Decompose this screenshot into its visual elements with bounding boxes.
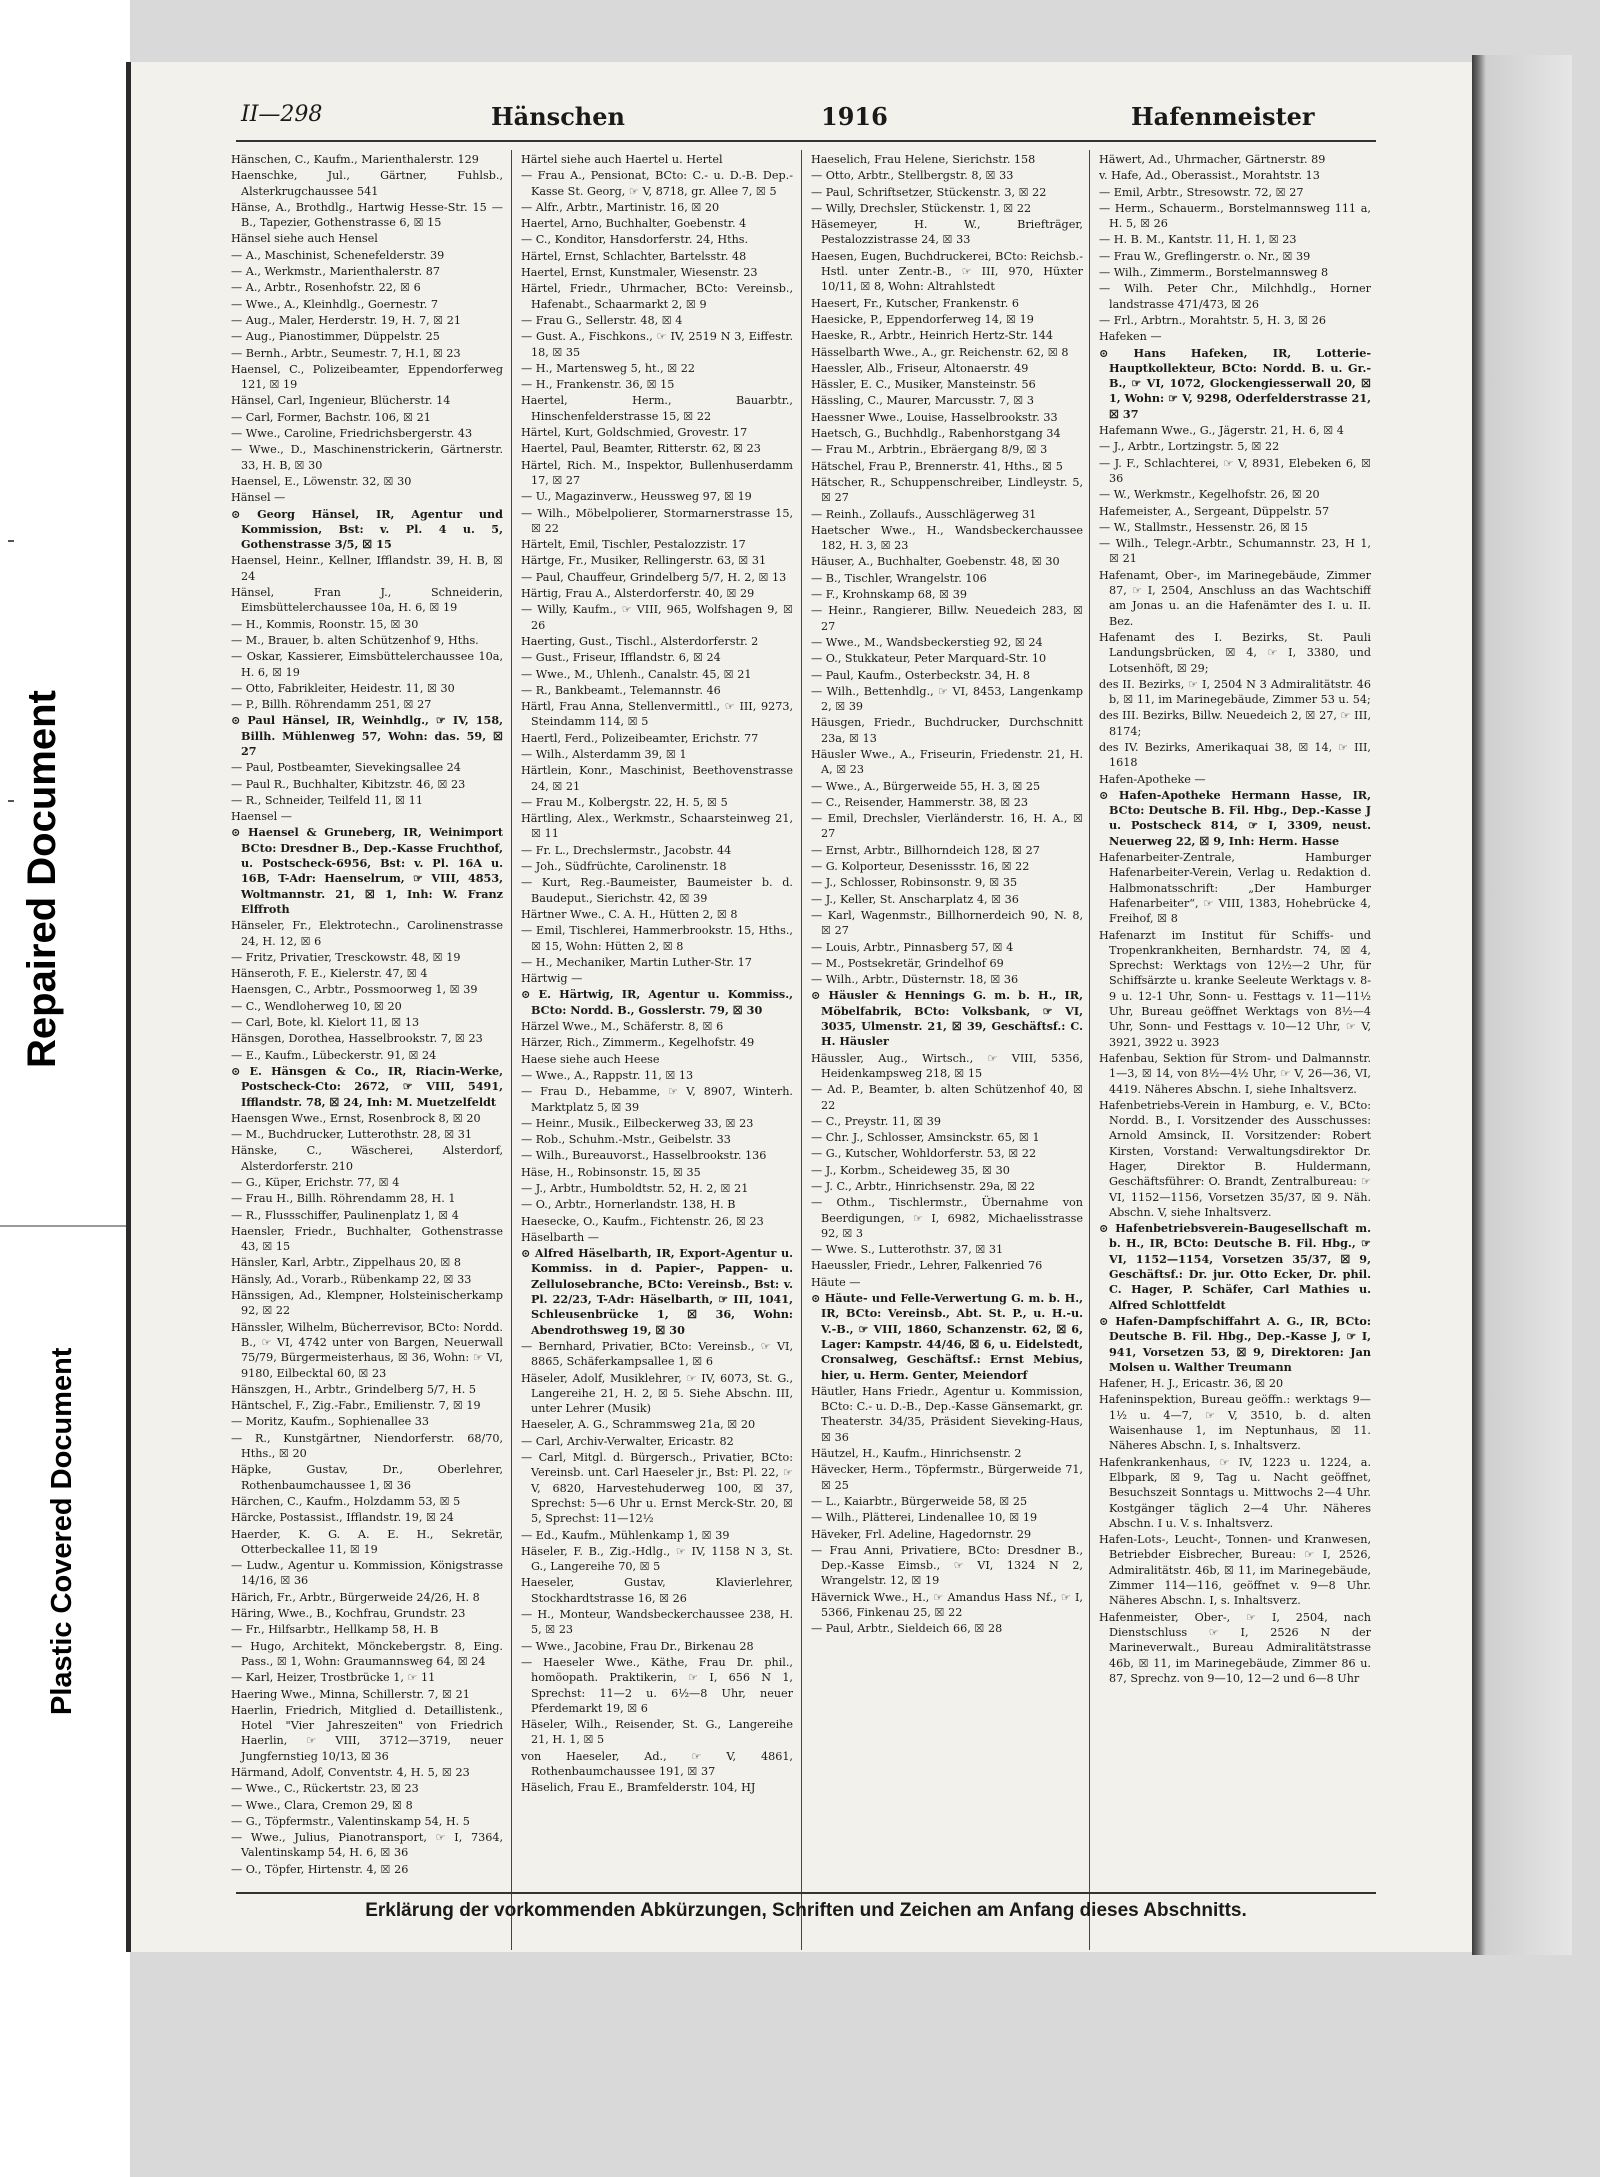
directory-entry: Haertl, Ferd., Polizeibeamter, Erichstr. 77 xyxy=(521,731,759,745)
sidebar-tick xyxy=(8,540,14,542)
directory-entry: Haensler, Friedr., Buchhalter, Gothenstrasse 43, ☒ 15 xyxy=(231,1224,503,1254)
directory-entry: Hänsel siehe auch Hensel xyxy=(231,232,378,246)
first-entry-word: Hänschen xyxy=(491,102,625,131)
directory-entry: — Carl, Mitgl. d. Bürgersch., Privatier, BCto: Vereinsb. unt. Carl Haeseler jr., Bst: Pl. 22, ☞ V, 6820, Harvestehuderweg 100, ☒ 37, Sprechst: 5—6 Uhr u. Ernst Merck-Str. 20, ☒ 5, Sprechst: 11—12½ xyxy=(521,1451,793,1526)
directory-entry: — Gust. A., Fischkons., ☞ IV, 2519 N 3, Eiffestr. 18, ☒ 35 xyxy=(521,330,793,359)
directory-entry: Hänsel — xyxy=(231,491,286,505)
directory-entry: Hafen-Apotheke — xyxy=(1099,772,1206,786)
directory-entry: — Wwe., Julius, Pianotransport, ☞ I, 7364, Valentinskamp 54, H. 6, ☒ 36 xyxy=(231,1831,503,1860)
directory-entry: Haensel — xyxy=(231,810,292,824)
directory-column-4 xyxy=(1099,152,1371,1942)
directory-entry: Härtel, Kurt, Goldschmied, Grovestr. 17 xyxy=(521,426,748,440)
directory-entry: Häpke, Gustav, Dr., Oberlehrer, Rothenbaumchaussee 1, ☒ 36 xyxy=(231,1463,503,1492)
directory-entry: des IV. Bezirks, Amerikaquai 38, ☒ 14, ☞ III, 1618 xyxy=(1099,740,1371,770)
directory-entry: Hänsgen, Dorothea, Hasselbrookstr. 7, ☒ 23 xyxy=(231,1032,483,1046)
directory-entry: ⊙ E. Hänsgen & Co., IR, Riacin-Werke, Postscheck-Cto: 2672, ☞ VIII, 5491, Ifflandstr. 78, ☒ 24, Inh: M. Muetzelfeldt xyxy=(231,1063,503,1109)
directory-entry: — G., Töpfermstr., Valentinskamp 54, H. 5 xyxy=(231,1814,470,1828)
directory-entry: Haensel, C., Polizeibeamter, Eppendorferweg 121, ☒ 19 xyxy=(231,362,503,392)
directory-entry: — Carl, Archiv-Verwalter, Ericastr. 82 xyxy=(521,1434,734,1448)
directory-entry: — Wwe., D., Maschinenstrickerin, Gärtnerstr. 33, H. B, ☒ 30 xyxy=(231,443,503,472)
directory-entry: — J., Keller, St. Anscharplatz 4, ☒ 36 xyxy=(811,892,1019,906)
directory-entry: — R., Flussschiffer, Paulinenplatz 1, ☒ 4 xyxy=(231,1208,459,1222)
last-entry-word: Hafenmeister xyxy=(1131,102,1315,131)
directory-entry: — Wilh. Peter Chr., Milchhdlg., Horner landstrasse 471/473, ☒ 26 xyxy=(1099,282,1371,311)
directory-entry: — Frau M., Kolbergstr. 22, H. 5, ☒ 5 xyxy=(521,795,728,809)
directory-entry: — C., Preystr. 11, ☒ 39 xyxy=(811,1114,942,1128)
directory-entry: — Othm., Tischlermstr., Übernahme von Beerdigungen, ☞ I, 6982, Michaelisstrasse 92, ☒ 3 xyxy=(811,1196,1083,1240)
directory-entry: — Wwe., Clara, Cremon 29, ☒ 8 xyxy=(231,1798,413,1812)
header-rule xyxy=(236,140,1376,142)
directory-entry: ⊙ Hafen-Apotheke Hermann Hasse, IR, BCto: Deutsche B. Fil. Hbg., Dep.-Kasse J u. Postscheck 814, ☞ I, 3309, neust. Neuerweg 22, ☒ 9, Inh: Herm. Hasse xyxy=(1099,787,1371,848)
directory-entry: — Heinr., Musik., Eilbeckerweg 33, ☒ 23 xyxy=(521,1116,754,1130)
directory-entry: Haensel, E., Löwenstr. 32, ☒ 30 xyxy=(231,474,412,488)
directory-entry: — H., Martensweg 5, ht., ☒ 22 xyxy=(521,361,696,375)
directory-entry: Haesert, Fr., Kutscher, Frankenstr. 6 xyxy=(811,296,1019,310)
directory-entry: Hätschel, Frau P., Brennerstr. 41, Hths., ☒ 5 xyxy=(811,459,1063,473)
directory-entry: — G., Küper, Erichstr. 77, ☒ 4 xyxy=(231,1176,400,1189)
directory-entry: — Wilh., Bettenhdlg., ☞ VI, 8453, Langenkamp 2, ☒ 39 xyxy=(811,684,1083,714)
directory-year: 1916 xyxy=(821,102,888,131)
directory-entry: — U., Magazinverw., Heussweg 97, ☒ 19 xyxy=(521,490,752,504)
directory-entry: — Fr. L., Drechslermstr., Jacobstr. 44 xyxy=(521,843,732,857)
directory-entry: Hänseroth, F. E., Kielerstr. 47, ☒ 4 xyxy=(231,967,428,981)
directory-entry: — Frau M., Arbtrin., Ebräergang 8/9, ☒ 3 xyxy=(811,443,1048,457)
directory-entry: — M., Buchdrucker, Lutterothstr. 28, ☒ 31 xyxy=(231,1128,473,1142)
directory-entry: — Frau H., Billh. Röhrendamm 28, H. 1 xyxy=(231,1192,456,1206)
directory-entry: Haesicke, P., Eppendorferweg 14, ☒ 19 xyxy=(811,312,1034,326)
directory-entry: Härtge, Fr., Musiker, Rellingerstr. 63, ☒ 31 xyxy=(521,554,767,568)
sidebar-tick xyxy=(8,800,14,802)
directory-entry: Härtel, Friedr., Uhrmacher, BCto: Vereinsb., Hafenabt., Schaarmarkt 2, ☒ 9 xyxy=(521,282,793,311)
directory-entry: — Wilh., Arbtr., Düsternstr. 18, ☒ 36 xyxy=(811,973,1019,987)
directory-entry: — Paul, Arbtr., Sieldeich 66, ☒ 28 xyxy=(811,1622,1003,1636)
directory-entry: — W., Werkmstr., Kegelhofstr. 26, ☒ 20 xyxy=(1099,488,1320,502)
directory-entry: Hafeninspektion, Bureau geöffn.: werktags 9—1½ u. 4—7, ☞ V, 3510, b. d. alten Waisenhause 1, im Neptunhaus, ☒ 11. Näheres Abschn. I, s. Inhaltsverz. xyxy=(1099,1393,1371,1453)
directory-entry: — Frau A., Pensionat, BCto: C.- u. D.-B. Dep.-Kasse St. Georg, ☞ V, 8718, gr. Allee 7, ☒ 5 xyxy=(521,169,793,198)
directory-entry: — Wilh., Telegr.-Arbtr., Schumannstr. 23, H 1, ☒ 21 xyxy=(1099,537,1371,566)
directory-entry: — Karl, Heizer, Trostbrücke 1, ☞ 11 xyxy=(231,1671,436,1685)
directory-entry: — Bernhard, Privatier, BCto: Vereinsb., ☞ VI, 8865, Schäferkampsallee 1, ☒ 6 xyxy=(521,1339,793,1369)
directory-entry: Härtlein, Konr., Maschinist, Beethovenstrasse 24, ☒ 21 xyxy=(521,764,793,793)
directory-entry: — Oskar, Kassierer, Eimsbüttelerchaussee 10a, H. 6, ☒ 19 xyxy=(231,650,503,679)
directory-entry: Häveker, Frl. Adeline, Hagedornstr. 29 xyxy=(811,1527,1032,1541)
directory-entry: Hävernick Wwe., H., ☞ Amandus Hass Nf., ☞ I, 5366, Finkenau 25, ☒ 22 xyxy=(811,1590,1083,1620)
directory-entry: Hafenkrankenhaus, ☞ IV, 1223 u. 1224, a. Elbpark, ☒ 9, Tag u. Nacht geöffnet, Besuchszeit Sonntags u. Mittwochs 2—4 Uhr. Kostgänger täglich 2—4 Uhr. Näheres Abschn. I u. V. s. Inhaltsverz. xyxy=(1099,1455,1371,1530)
directory-entry: Häwert, Ad., Uhrmacher, Gärtnerstr. 89 xyxy=(1099,153,1326,166)
directory-entry: — M., Brauer, b. alten Schützenhof 9, Hths. xyxy=(231,633,479,647)
directory-entry: ⊙ Hafenbetriebsverein-Baugesellschaft m. b. H., IR, BCto: Deutsche B. Fil. Hbg., ☞ VI, 1152—1154, Vorsetzen 35/37, ☒ 9, Geschäftsf.: Dr. jur. Otto Ecker, Dr. phil. C. Hager, P. Schäfer, Carl Mathies u. Alfred Schlottfeldt xyxy=(1099,1221,1371,1312)
directory-entry: — Ludw., Agentur u. Kommission, Königstrasse 14/16, ☒ 36 xyxy=(231,1559,503,1588)
directory-entry: Hänsly, Ad., Vorarb., Rübenkamp 22, ☒ 33 xyxy=(231,1272,472,1286)
directory-entry: — C., Konditor, Hansdorferstr. 24, Hths. xyxy=(521,233,749,247)
directory-entry: Hätscher, R., Schuppenschreiber, Lindleystr. 5, ☒ 27 xyxy=(811,475,1083,505)
directory-entry: Haessner Wwe., Louise, Hasselbrookstr. 33 xyxy=(811,410,1058,424)
directory-entry: Haenschke, Jul., Gärtner, Fuhlsb., Alsterkrugchaussee 541 xyxy=(231,169,503,198)
directory-entry: ⊙ Häute- und Felle-Verwertung G. m. b. H., IR, BCto: Vereinsb., Abt. St. P., u. H.-u. V.-B., ☞ VIII, 1860, Schanzenstr. 62, ☒ 6, Lager: Kampstr. 44/46, ☒ 6, u. Eidelstedt, Cronsalweg, Geschäftsf.: Ernst Mebius, hier, u. Herm. Genter, Meiendorf xyxy=(811,1291,1083,1382)
directory-entry: Häussler, Aug., Wirtsch., ☞ VIII, 5356, Heidenkampsweg 218, ☒ 15 xyxy=(811,1051,1083,1080)
directory-entry: Haensel, Heinr., Kellner, Ifflandstr. 39, H. B, ☒ 24 xyxy=(231,554,503,583)
directory-entry: — Paul, Postbeamter, Sievekingsallee 24 xyxy=(231,761,461,775)
directory-entry: ⊙ Paul Hänsel, IR, Weinhdlg., ☞ IV, 158, Billh. Mühlenweg 57, Wohn: das. 59, ☒ 27 xyxy=(231,713,503,758)
column-rule xyxy=(511,150,512,1950)
directory-entry: — B., Tischler, Wrangelstr. 106 xyxy=(811,571,987,585)
directory-entry: — Ad. P., Beamter, b. alten Schützenhof 40, ☒ 22 xyxy=(811,1083,1083,1112)
directory-entry: — H., Frankenstr. 36, ☒ 15 xyxy=(521,378,675,392)
directory-entry: — H., Kommis, Roonstr. 15, ☒ 30 xyxy=(231,617,419,631)
directory-entry: — J., Korbm., Scheideweg 35, ☒ 30 xyxy=(811,1163,1010,1177)
directory-entry: — Otto, Arbtr., Stellbergstr. 8, ☒ 33 xyxy=(811,169,1014,183)
directory-entry: Häutzel, H., Kaufm., Hinrichsenstr. 2 xyxy=(811,1447,1022,1461)
directory-entry: Häutler, Hans Friedr., Agentur u. Kommission, BCto: C.- u. D.-B., Dep.-Kasse Gänsemarkt, gr. Theaterstr. 34/35, Präsident Sieveking-Haus, ☒ 36 xyxy=(811,1384,1083,1444)
directory-entry: Häusgen, Friedr., Buchdrucker, Durchschnitt 23a, ☒ 13 xyxy=(811,716,1083,745)
directory-entry: — Wilh., Alsterdamm 39, ☒ 1 xyxy=(521,747,687,761)
directory-entry: Häse, H., Robinsonstr. 15, ☒ 35 xyxy=(521,1165,701,1179)
directory-entry: — Wwe., Jacobine, Frau Dr., Birkenau 28 xyxy=(521,1639,754,1653)
directory-entry: Härich, Fr., Arbtr., Bürgerweide 24/26, H. 8 xyxy=(231,1590,480,1604)
directory-entry: Häring, Wwe., B., Kochfrau, Grundstr. 23 xyxy=(231,1607,466,1621)
directory-entry: Härtling, Alex., Werkmstr., Schaarsteinweg 21, ☒ 11 xyxy=(521,812,793,841)
directory-entry: Haetsch, G., Buchhdlg., Rabenhorstgang 34 xyxy=(811,427,1061,441)
directory-entry: — H., Monteur, Wandsbeckerchaussee 238, H. 5, ☒ 23 xyxy=(521,1608,793,1637)
directory-entry: Härtelt, Emil, Tischler, Pestalozzistr. 17 xyxy=(521,538,746,552)
directory-entry: Härzel Wwe., M., Schäferstr. 8, ☒ 6 xyxy=(521,1020,724,1034)
directory-entry: — Wilh., Plätterei, Lindenallee 10, ☒ 19 xyxy=(811,1511,1038,1525)
directory-entry: Haeselich, Frau Helene, Sierichstr. 158 xyxy=(811,153,1036,166)
directory-entry: — Bernh., Arbtr., Seumestr. 7, H.1, ☒ 23 xyxy=(231,346,461,360)
directory-entry: ⊙ E. Härtwig, IR, Agentur u. Kommiss., BCto: Nordd. B., Gosslerstr. 79, ☒ 30 xyxy=(521,987,793,1017)
directory-entry: Hänseler, Fr., Elektrotechn., Carolinenstrasse 24, H. 12, ☒ 6 xyxy=(231,919,503,948)
directory-entry: — Wwe., M., Uhlenh., Canalstr. 45, ☒ 21 xyxy=(521,667,752,681)
directory-entry: Häseler, Wilh., Reisender, St. G., Langereihe 21, H. 1, ☒ 5 xyxy=(521,1718,793,1747)
directory-entry: — Louis, Arbtr., Pinnasberg 57, ☒ 4 xyxy=(811,940,1014,954)
directory-entry: — C., Wendloherweg 10, ☒ 20 xyxy=(231,999,402,1013)
directory-entry: Haensgen, C., Arbtr., Possmoorweg 1, ☒ 39 xyxy=(231,983,478,997)
directory-entry: — Emil, Drechsler, Vierländerstr. 16, H. A., ☒ 27 xyxy=(811,812,1083,841)
directory-entry: — Emil, Arbtr., Stresowstr. 72, ☒ 27 xyxy=(1099,185,1304,199)
directory-entry: — W., Stallmstr., Hessenstr. 26, ☒ 15 xyxy=(1099,520,1308,534)
directory-entry: Hänsler, Karl, Arbtr., Zippelhaus 20, ☒ 8 xyxy=(231,1256,462,1270)
directory-entry: Hafenmeister, Ober-, ☞ I, 2504, nach Dienstschluss ☞ I, 2526 N der Marineverwalt., Bureau Admiralitätstrasse 46b, ☒ 11, im Marinegebäude, Zimmer 86 u. 87, Sprechz. von 9—10, 12—2 und 6—8 Uhr xyxy=(1099,1610,1371,1685)
directory-entry: — Wwe., M., Wandsbeckerstieg 92, ☒ 24 xyxy=(811,635,1043,649)
directory-entry: — Heinr., Rangierer, Billw. Neuedeich 283, ☒ 27 xyxy=(811,604,1083,633)
directory-column-3 xyxy=(811,152,1083,1942)
directory-entry: Haerder, K. G. A. E. H., Sekretär, Otterbeckallee 11, ☒ 19 xyxy=(231,1527,503,1556)
directory-entry: Häuser, A., Buchhalter, Goebenstr. 48, ☒ 30 xyxy=(811,555,1060,569)
footer-rule xyxy=(236,1892,1376,1894)
directory-entry: Hafenarbeiter-Zentrale, Hamburger Hafenarbeiter-Verein, Verlag u. Redaktion d. Halbmonatsschrift: „Der Hamburger Hafenarbeiter“, ☞ VIII, 1383, Hohebrücke 4, Freihof, ☒ 8 xyxy=(1099,851,1371,926)
page-edge xyxy=(1472,55,1572,1955)
directory-entry: Hänssigen, Ad., Klempner, Holsteinischerkamp 92, ☒ 22 xyxy=(231,1289,503,1318)
directory-entry: — Gust., Friseur, Ifflandstr. 6, ☒ 24 xyxy=(521,651,721,665)
page-header xyxy=(241,102,1371,132)
directory-entry: von Haeseler, Ad., ☞ V, 4861, Rothenbaumchaussee 191, ☒ 37 xyxy=(521,1749,793,1778)
directory-entry: — O., Töpfer, Hirtenstr. 4, ☒ 26 xyxy=(231,1862,409,1876)
directory-entry: — Wwe., C., Rückertstr. 23, ☒ 23 xyxy=(231,1782,419,1796)
directory-entry: Härtl, Frau Anna, Stellenvermittl., ☞ III, 9273, Steindamm 114, ☒ 5 xyxy=(521,700,793,729)
directory-entry: Hänse, A., Brothdlg., Hartwig Hesse-Str. 15 — B., Tapezier, Gothenstrasse 6, ☒ 15 xyxy=(231,200,503,230)
directory-entry: — Paul, Kaufm., Osterbeckstr. 34, H. 8 xyxy=(811,668,1030,682)
directory-entry: Hafeken — xyxy=(1099,330,1162,344)
directory-entry: ⊙ Hafen-Dampfschiffahrt A. G., IR, BCto: Deutsche B. Fil. Hbg., Dep.-Kasse J, ☞ I, 941, Vorsetzen 53, ☒ 9, Direktoren: Jan Molsen u. Walther Treumann xyxy=(1099,1313,1371,1374)
directory-entry: Haeseler, Gustav, Klavierlehrer, Stockhardtstrasse 16, ☒ 26 xyxy=(521,1576,793,1605)
directory-entry: Haeussler, Friedr., Lehrer, Falkenried 76 xyxy=(811,1259,1043,1273)
directory-entry: — Wilh., Bureauvorst., Hasselbrookstr. 136 xyxy=(521,1149,767,1163)
directory-entry: Haetscher Wwe., H., Wandsbeckerchaussee 182, H. 3, ☒ 23 xyxy=(811,523,1083,553)
directory-entry: — Frau Anni, Privatiere, BCto: Dresdner B., Dep.-Kasse Eimsb., ☞ VI, 1324 N 2, Wrangelstr. 12, ☒ 19 xyxy=(811,1543,1083,1588)
directory-entry: Hafener, H. J., Ericastr. 36, ☒ 20 xyxy=(1099,1377,1284,1391)
directory-entry: — H., Mechaniker, Martin Luther-Str. 17 xyxy=(521,955,752,969)
directory-entry: — Emil, Tischlerei, Hammerbrookstr. 15, Hths., ☒ 15, Wohn: Hütten 2, ☒ 8 xyxy=(521,924,793,953)
directory-entry: — Rob., Schuhm.-Mstr., Geibelstr. 33 xyxy=(521,1133,731,1147)
directory-entry: — Frau D., Hebamme, ☞ V, 8907, Winterh. Marktplatz 5, ☒ 39 xyxy=(521,1085,793,1114)
column-rule xyxy=(801,150,802,1950)
scanned-page xyxy=(126,62,1472,1952)
directory-entry: — Willy, Drechsler, Stückenstr. 1, ☒ 22 xyxy=(811,201,1032,215)
directory-entry: Härtel siehe auch Haertel u. Hertel xyxy=(521,153,723,166)
directory-entry: Häselich, Frau E., Bramfelderstr. 104, HJ xyxy=(521,1781,756,1795)
directory-entry: ⊙ Hans Hafeken, IR, Lotterie-Hauptkollekteur, BCto: Nordd. B. u. Gr.-B., ☞ VI, 1072, Glockengiesserwall 20, ☒ 1, Wohn: ☞ V, 9298, Oderfelderstrasse 21, ☒ 37 xyxy=(1099,345,1371,421)
directory-column-2 xyxy=(521,152,793,1942)
directory-entry: Häute — xyxy=(811,1275,861,1289)
directory-entry: — J., Schlosser, Robinsonstr. 9, ☒ 35 xyxy=(811,876,1018,890)
directory-entry: — Hugo, Architekt, Mönckebergstr. 8, Eing. Pass., ☒ 1, Wohn: Graumannsweg 64, ☒ 24 xyxy=(231,1639,503,1668)
directory-entry: Haertel, Arno, Buchhalter, Goebenstr. 4 xyxy=(521,217,747,231)
directory-entry: — A., Arbtr., Rosenhofstr. 22, ☒ 6 xyxy=(231,281,421,295)
directory-entry: — Wwe. S., Lutterothstr. 37, ☒ 31 xyxy=(811,1243,1004,1257)
plastic-covered-label: Plastic Covered Document xyxy=(46,1347,78,1715)
directory-entry: Hafenamt, Ober-, im Marinegebäude, Zimmer 87, ☞ I, 2504, Anschluss an das Wachtschiff am Jonas u. an die Hafenämter des I. u. II. Bez. xyxy=(1099,568,1371,628)
directory-entry: Härtner Wwe., C. A. H., Hütten 2, ☒ 8 xyxy=(521,907,738,921)
directory-entry: — Paul, Chauffeur, Grindelberg 5/7, H. 2, ☒ 13 xyxy=(521,570,787,584)
directory-entry: Hässelbarth Wwe., A., gr. Reichenstr. 62, ☒ 8 xyxy=(811,345,1069,359)
directory-entry: Haertel, Paul, Beamter, Ritterstr. 62, ☒ 23 xyxy=(521,442,761,456)
directory-entry: — Wwe., Caroline, Friedrichsbergerstr. 43 xyxy=(231,427,473,441)
directory-entry: Haesecke, O., Kaufm., Fichtenstr. 26, ☒ 23 xyxy=(521,1214,764,1228)
directory-entry: — Fritz, Privatier, Tresckowstr. 48, ☒ 19 xyxy=(231,950,461,964)
directory-entry: Härtel, Rich. M., Inspektor, Bullenhuserdamm 17, ☒ 27 xyxy=(521,458,793,487)
directory-entry: Hänsel, Fran J., Schneiderin, Eimsbüttelerchaussee 10a, H. 6, ☒ 19 xyxy=(231,586,503,615)
directory-entry: — Fr., Hilfsarbtr., Hellkamp 58, H. B xyxy=(231,1623,439,1637)
directory-entry: — P., Billh. Röhrendamm 251, ☒ 27 xyxy=(231,698,432,712)
sidebar-panel xyxy=(0,0,130,2177)
page-number: II—298 xyxy=(241,102,323,127)
directory-entry: — O., Stukkateur, Peter Marquard-Str. 10 xyxy=(811,652,1047,666)
directory-entry: — Frau W., Greflingerstr. o. Nr., ☒ 39 xyxy=(1099,249,1311,263)
directory-entry: Hafemeister, A., Sergeant, Düppelstr. 57 xyxy=(1099,504,1330,518)
column-rule xyxy=(1089,150,1090,1950)
directory-entry: Hänssler, Wilhelm, Bücherrevisor, BCto: Nordd. B., ☞ VI, 4742 unter von Bargen, Neuerwall 75/79, Bürgermeisterhaus, ☒ 36, Wohn: ☞ VI, 9180, Eilbecktal 60, ☒ 23 xyxy=(231,1320,503,1380)
directory-entry: — R., Schneider, Teilfeld 11, ☒ 11 xyxy=(231,793,423,807)
directory-entry: Haesen, Eugen, Buchdruckerei, BCto: Reichsb.-Hstl. unter Zentr.-B., ☞ III, 970, Hüxter 10/11, ☒ 8, Wohn: Altrahlstedt xyxy=(811,249,1083,294)
directory-entry: — H. B. M., Kantstr. 11, H. 1, ☒ 23 xyxy=(1099,233,1297,247)
directory-entry: ⊙ Alfred Häselbarth, IR, Export-Agentur u. Kommiss. in d. Papier-, Pappen- u. Zellulosebranche, BCto: Vereinsb., Bst: v. Pl. 22/23, T-Adr: Häselbarth, ☞ III, 1041, Schleusenbrücke 1, ☒ 36, Wohn: Abendrothsweg 19, ☒ 30 xyxy=(521,1246,793,1337)
directory-entry: Hafenarzt im Institut für Schiffs- und Tropenkrankheiten, Bernhardstr. 74, ☒ 4, Sprechst: Werktags von 12½—2 Uhr, für Schiffsärzte u. kranke Seeleute Werktags v. 8-9 u. 12-1 Uhr, Sonn- u. Festtags v. 11—11½ Uhr, Bureau geöffnet Werktags von 8½—4 Uhr, Sonn- und Festtags v. 10—12 Uhr, ☞ V, 3921, 3922 u. 3923 xyxy=(1099,928,1371,1049)
directory-entry: Härzer, Rich., Zimmerm., Kegelhofstr. 49 xyxy=(521,1036,755,1050)
directory-entry: ⊙ Georg Hänsel, IR, Agentur und Kommission, Bst: v. Pl. 4 u. 5, Gothenstrasse 3/5, ☒ 15 xyxy=(231,506,503,552)
directory-entry: Hafen-Lots-, Leucht-, Tonnen- und Kranwesen, Betriebder Eisbrecher, Bureau: ☞ I, 2526, Admiralitätstr. 46b, ☒ 11, im Marinegebäude, Zimmer 114—116, geöffnet v. 9—8 Uhr. Näheres Abschn. I, s. Inhaltsverz. xyxy=(1099,1533,1371,1608)
directory-entry: Haessler, Alb., Friseur, Altonaerstr. 49 xyxy=(811,361,1029,375)
directory-entry: — Joh., Südfrüchte, Carolinenstr. 18 xyxy=(521,860,727,874)
directory-entry: — Paul, Schriftsetzer, Stückenstr. 3, ☒ 22 xyxy=(811,185,1047,199)
directory-entry: Haertel, Herm., Bauarbtr., Hinschenfelderstrasse 15, ☒ 22 xyxy=(521,394,793,423)
directory-entry: Hässling, C., Maurer, Marcusstr. 7, ☒ 3 xyxy=(811,394,1034,408)
directory-entry: Härtig, Frau A., Alsterdorferstr. 40, ☒ 29 xyxy=(521,587,755,601)
directory-entry: — J. F., Schlachterei, ☞ V, 8931, Elebeken 6, ☒ 36 xyxy=(1099,456,1371,485)
directory-entry: — Ernst, Arbtr., Billhorndeich 128, ☒ 27 xyxy=(811,843,1040,857)
sidebar-divider xyxy=(0,1225,130,1227)
directory-entry: — Aug., Pianostimmer, Düppelstr. 25 xyxy=(231,330,440,344)
directory-entry: Hafenbetriebs-Verein in Hamburg, e. V., BCto: Nordd. B., I. Vorsitzender des Ausschusses: Arnold Amsinck, II. Vorsitzender: Robert Kirsten, Vorstand: Verwaltungsdirektor Dr. Hager, Direktor B. Huldermann, Geschäftsführer: O. Brandt, Zentralbureau: ☞ VI, 1152—1156, Vorsetzen 35/37, ☒ 9. Näh. Abschn. V, siehe Inhaltsverz. xyxy=(1099,1098,1371,1219)
directory-entry: — Paul R., Buchhalter, Kibitzstr. 46, ☒ 23 xyxy=(231,777,466,791)
directory-entry: v. Hafe, Ad., Oberassist., Morahtstr. 13 xyxy=(1099,169,1320,183)
directory-entry: Hänschen, C., Kaufm., Marienthalerstr. 129 xyxy=(231,153,479,166)
directory-entry: des III. Bezirks, Billw. Neuedeich 2, ☒ 27, ☞ III, 8174; xyxy=(1099,709,1371,738)
directory-entry: Häseler, F. B., Zig.-Hdlg., ☞ IV, 1158 N 3, St. G., Langereihe 70, ☒ 5 xyxy=(521,1544,793,1574)
directory-entry: Häseler, Adolf, Musiklehrer, ☞ IV, 6073, St. G., Langereihe 21, H. 2, ☒ 5. Siehe Abschn. III, unter Lehrer (Musik) xyxy=(521,1371,793,1416)
directory-entry: — Wilh., Zimmerm., Borstelmannsweg 8 xyxy=(1099,266,1329,280)
directory-entry: — R., Bankbeamt., Telemannstr. 46 xyxy=(521,683,721,697)
directory-entry: — E., Kaufm., Lübeckerstr. 91, ☒ 24 xyxy=(231,1048,437,1062)
directory-entry: Härchen, C., Kaufm., Holzdamm 53, ☒ 5 xyxy=(231,1494,461,1508)
directory-entry: — M., Postsekretär, Grindelhof 69 xyxy=(811,956,1004,970)
abbreviation-note: Erklärung der vorkommenden Abkürzungen, Schriften und Zeichen am Anfang dieses Abschnitts. xyxy=(365,1900,1247,1921)
directory-entry: — Frl., Arbtrn., Morahtstr. 5, H. 3, ☒ 26 xyxy=(1099,313,1326,327)
directory-entry: — Aug., Maler, Herderstr. 19, H. 7, ☒ 21 xyxy=(231,313,462,327)
directory-entry: — Wwe., A., Kleinhdlg., Goernestr. 7 xyxy=(231,297,439,311)
directory-entry: — Wilh., Möbelpolierer, Stormarnerstrasse 15, ☒ 22 xyxy=(521,506,793,535)
directory-entry: — Willy, Kaufm., ☞ VIII, 965, Wolfshagen 9, ☒ 26 xyxy=(521,603,793,632)
directory-entry: Haeseler, A. G., Schrammsweg 21a, ☒ 20 xyxy=(521,1418,756,1432)
directory-entry: — O., Arbtr., Hornerlandstr. 138, H. B xyxy=(521,1198,736,1212)
directory-entry: — Wwe., A., Bürgerweide 55, H. 3, ☒ 25 xyxy=(811,779,1041,793)
directory-entry: ⊙ Haensel & Gruneberg, IR, Weinimport BCto: Dresdner B., Dep.-Kasse Fruchthof, u. Postscheck-6956, Bst: v. Pl. 16A u. 16B, T-Adr: Haenselrum, ☞ VIII, 4853, Woltmannstr. 21, ☒ 1, Inh: W. Franz Elffroth xyxy=(231,825,503,916)
directory-entry: Haertel, Ernst, Kunstmaler, Wiesenstr. 23 xyxy=(521,266,758,280)
directory-entry: Haensgen Wwe., Ernst, Rosenbrock 8, ☒ 20 xyxy=(231,1111,481,1125)
directory-entry: — C., Reisender, Hammerstr. 38, ☒ 23 xyxy=(811,795,1029,809)
directory-entry: — R., Kunstgärtner, Niendorferstr. 68/70, Hths., ☒ 20 xyxy=(231,1431,503,1461)
directory-entry: Hafemann Wwe., G., Jägerstr. 21, H. 6, ☒ 4 xyxy=(1099,424,1344,438)
directory-entry: Häselbarth — xyxy=(521,1230,599,1244)
directory-entry: — J., Arbtr., Humboldtstr. 52, H. 2, ☒ 21 xyxy=(521,1182,749,1195)
directory-entry: Hänske, C., Wäscherei, Alsterdorf, Alsterdorferstr. 210 xyxy=(231,1144,503,1173)
directory-entry: Haeske, R., Arbtr., Heinrich Hertz-Str. 144 xyxy=(811,329,1054,343)
directory-entry: ⊙ Häusler & Hennings G. m. b. H., IR, Möbelfabrik, BCto: Volksbank, ☞ VI, 3035, Ulmenstr. 21, ☒ 39, Geschäftsf.: C. H. Häusler xyxy=(811,988,1083,1049)
directory-entry: Härmand, Adolf, Conventstr. 4, H. 5, ☒ 23 xyxy=(231,1765,470,1779)
directory-entry: Haering Wwe., Minna, Schillerstr. 7, ☒ 21 xyxy=(231,1687,470,1701)
directory-entry: — Otto, Fabrikleiter, Heidestr. 11, ☒ 30 xyxy=(231,681,455,695)
directory-entry: Hävecker, Herm., Töpfermstr., Bürgerweide 71, ☒ 25 xyxy=(811,1463,1083,1492)
directory-entry: — Alfr., Arbtr., Martinistr. 16, ☒ 20 xyxy=(521,200,720,214)
directory-entry: — Moritz, Kaufm., Sophienallee 33 xyxy=(231,1415,430,1429)
directory-entry: — A., Maschinist, Schenefelderstr. 39 xyxy=(231,248,445,262)
directory-entry: — L., Kaiarbtr., Bürgerweide 58, ☒ 25 xyxy=(811,1494,1028,1508)
directory-entry: — Haeseler Wwe., Käthe, Frau Dr. phil., homöopath. Praktikerin, ☞ I, 656 N 1, Sprechst: 11—2 u. 6½—8 Uhr, neuer Pferdemarkt 19, ☒ 6 xyxy=(521,1655,793,1715)
directory-entry: Hässler, E. C., Musiker, Mansteinstr. 56 xyxy=(811,378,1036,392)
directory-entry: Hafenamt des I. Bezirks, St. Pauli Landungsbrücken, ☒ 4, ☞ I, 3380, und Lotsenhöft, ☒ 29; xyxy=(1099,630,1371,675)
directory-entry: — Carl, Bote, kl. Kielort 11, ☒ 13 xyxy=(231,1016,420,1030)
directory-entry: Härcke, Postassist., Ifflandstr. 19, ☒ 24 xyxy=(231,1511,454,1525)
directory-entry: Haerlin, Friedrich, Mitglied d. Detaillistenk., Hotel "Vier Jahreszeiten" von Friedrich Haerlin, ☞ VIII, 3712—3719, neuer Jungfernstieg 10/13, ☒ 36 xyxy=(231,1703,503,1763)
directory-column-1 xyxy=(231,152,503,1942)
directory-entry: — Carl, Former, Bachstr. 106, ☒ 21 xyxy=(231,410,431,424)
directory-entry: Hafenbau, Sektion für Strom- und Dalmannstr. 1—3, ☒ 14, von 8½—4½ Uhr, ☞ V, 26—36, VI, 4419. Näheres Abschn. I, siehe Inhaltsverz. xyxy=(1099,1051,1371,1096)
directory-entry: — Kurt, Reg.-Baumeister, Baumeister b. d. Baudeput., Sierichstr. 42, ☒ 39 xyxy=(521,876,793,905)
directory-entry: — F., Krohnskamp 68, ☒ 39 xyxy=(811,588,967,602)
directory-entry: — G., Kutscher, Wohldorferstr. 53, ☒ 22 xyxy=(811,1147,1037,1161)
repaired-document-label: Repaired Document xyxy=(20,690,64,1068)
directory-entry: des II. Bezirks, ☞ I, 2504 N 3 Admiralitätstr. 46 b, ☒ 11, im Marinegebäude, Zimmer 53 u. 54; xyxy=(1099,677,1371,707)
directory-entry: Häsemeyer, H. W., Briefträger, Pestalozzistrasse 24, ☒ 33 xyxy=(811,218,1083,247)
directory-entry: — Herm., Schauerm., Borstelmannsweg 111 a, H. 5, ☒ 26 xyxy=(1099,201,1371,231)
directory-entry: — Reinh., Zollaufs., Ausschlägerweg 31 xyxy=(811,507,1037,521)
directory-entry: Haese siehe auch Heese xyxy=(521,1052,660,1066)
directory-entry: — G. Kolporteur, Desenissstr. 16, ☒ 22 xyxy=(811,860,1030,874)
directory-entry: Häusler Wwe., A., Friseurin, Friedenstr. 21, H. A, ☒ 23 xyxy=(811,747,1083,777)
directory-entry: — J. C., Arbtr., Hinrichsenstr. 29a, ☒ 22 xyxy=(811,1180,1035,1193)
directory-entry: — Frau G., Sellerstr. 48, ☒ 4 xyxy=(521,313,683,327)
directory-entry: — A., Werkmstr., Marienthalerstr. 87 xyxy=(231,265,440,279)
directory-entry: — Wwe., A., Rappstr. 11, ☒ 13 xyxy=(521,1068,694,1082)
directory-entry: Häntschel, F., Zig.-Fabr., Emilienstr. 7, ☒ 19 xyxy=(231,1399,481,1413)
directory-entry: Hänszgen, H., Arbtr., Grindelberg 5/7, H. 5 xyxy=(231,1382,477,1396)
directory-entry: Hänsel, Carl, Ingenieur, Blücherstr. 14 xyxy=(231,394,451,408)
directory-entry: — Karl, Wagenmstr., Billhornerdeich 90, N. 8, ☒ 27 xyxy=(811,908,1083,938)
directory-entry: — Chr. J., Schlosser, Amsinckstr. 65, ☒ 1 xyxy=(811,1131,1040,1145)
directory-entry: Haerting, Gust., Tischl., Alsterdorferstr. 2 xyxy=(521,634,759,648)
directory-entry: — Ed., Kaufm., Mühlenkamp 1, ☒ 39 xyxy=(521,1528,730,1542)
directory-entry: Härtwig — xyxy=(521,972,583,986)
directory-entry: — J., Arbtr., Lortzingstr. 5, ☒ 22 xyxy=(1099,440,1280,454)
directory-entry: Härtel, Ernst, Schlachter, Bartelsstr. 48 xyxy=(521,249,747,263)
